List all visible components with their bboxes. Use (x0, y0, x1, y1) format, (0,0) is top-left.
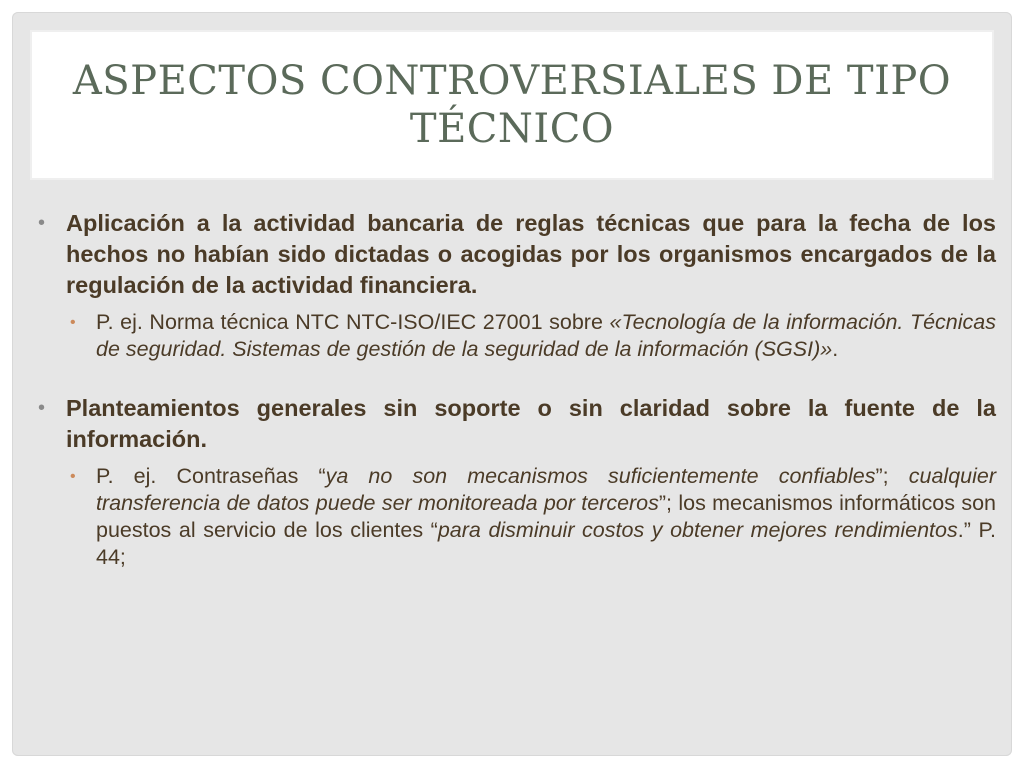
spacer (38, 363, 996, 393)
sub-bullet-2-part-1: P. ej. Contraseñas “ (96, 464, 326, 488)
sub-bullet-2-quote-1: ya no son mecanismos suficientemente confiables (325, 464, 876, 488)
sub-bullet-2-quote-2: cualquier transferencia de datos puede ser monitoreada por terceros (96, 464, 997, 515)
sub-bullet-2-part-4: .” P. 44; (96, 518, 996, 569)
sub-bullet-2-quote-3: para disminuir costos y obtener mejores rendimientos (437, 518, 958, 542)
sub-bullet-item-2 (38, 463, 996, 571)
sub-bullet-icon: • (70, 468, 76, 485)
bullet-item-1 (38, 208, 996, 301)
slide (12, 12, 1012, 756)
sub-bullet-icon: • (70, 314, 76, 331)
bullet-item-2 (38, 393, 996, 455)
sub-bullet-2-part-2: ”; (875, 464, 909, 488)
sub-bullet-1-prefix: P. ej. Norma técnica NTC NTC-ISO/IEC 27001 sobre (96, 310, 610, 334)
sub-bullet-1-suffix: . (832, 337, 839, 361)
slide-content (38, 208, 996, 571)
sub-bullet-2-part-3: ”; los mecanismos informáticos son puestos al servicio de los clientes “ (96, 491, 996, 542)
bullet-text-1: Aplicación a la actividad bancaria de reglas técnicas que para la fecha de los hechos no habían sido dictadas o acogidas por los organismos encargados de la regulación de la actividad financiera. (66, 210, 996, 298)
bullet-icon: • (38, 212, 46, 234)
title-box (32, 32, 992, 178)
slide-title: ASPECTOS CONTROVERSIALES DE TIPO TÉCNICO (72, 58, 952, 152)
bullet-icon: • (38, 397, 46, 419)
sub-bullet-item-1 (38, 309, 996, 363)
sub-bullet-1-quote: «Tecnología de la información. Técnicas de seguridad. Sistemas de gestión de la seguridad de la información (SGSI)» (96, 310, 996, 361)
bullet-text-2: Planteamientos generales sin soporte o sin claridad sobre la fuente de la información. (66, 395, 996, 452)
